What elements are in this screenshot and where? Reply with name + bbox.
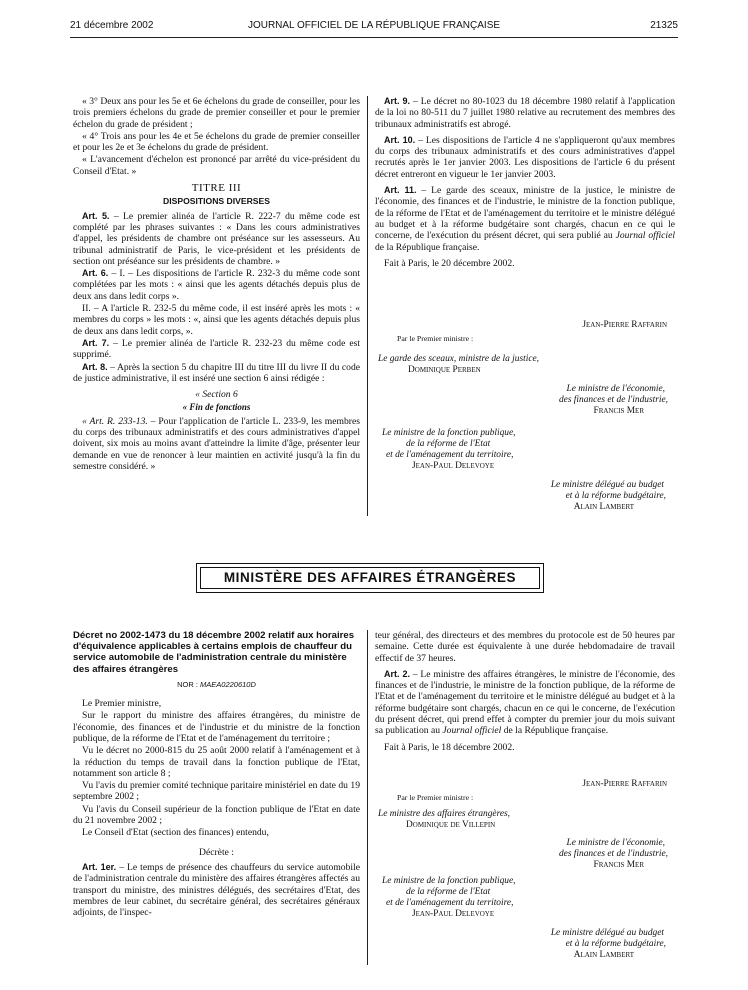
paragraph: Le Conseil d'Etat (section des finances) entendu, <box>82 827 269 839</box>
signature-name: Jean-Pierre Raffarin <box>582 779 667 789</box>
article-text: – Le temps de présence des chauffeurs du service automobile de l'administration centrale du ministère des affaires étrangères affectés au transport du ministre, des ministres délégués, des secrétaires d'Etat, des membres de leur cabinet, du secrétaire général, des secrétaires généraux adjoints, de l'inspec- <box>73 861 360 919</box>
signature-name: Dominique Perben <box>408 365 481 375</box>
article-text: – Après la section 5 du chapitre III du titre III du livre II du code de justice administrative, il est inséré une section 6 ainsi rédigée : <box>73 361 360 384</box>
signature-block-bottom-pm <box>375 779 667 803</box>
par-le-premier-ministre: Par le Premier ministre : <box>397 334 474 343</box>
signature-title: et de l'aménagement du territoire, <box>386 898 514 908</box>
ministry-heading: MINISTÈRE DES AFFAIRES ÉTRANGÈRES <box>200 567 540 589</box>
article-label: Art. 5. <box>82 210 110 221</box>
paragraph: « 3° Deux ans pour les 5e et 6e échelons du grade de conseiller, pour les trois premiers échelons du grade de premier conseiller et pour le premier échelon du grade de président ; <box>73 96 360 130</box>
article-text: – Le garde des sceaux, ministre de la justice, le ministre de l'économie, des finances et de l'industrie, le ministre de la fonction publique, de la réforme de l'Etat et de l'aménagement du territoire et le ministre délégué au budget et à la réforme budgétaire sont chargés, chacun en ce qui le concerne, de l'exécution du présent décret, qui sera publié au <box>375 185 676 242</box>
article-text: – Le premier alinéa de l'article R. 222-7 du même code est complété par les phrases suivantes : « Dans les cours administratives d'appel, les présidents de chambre ont préséance sur les assesseurs. Au tribunal administratif de Paris, le vice-président et les présidents de section ont préséance sur les présidents de chambre. » <box>73 210 360 267</box>
paragraph: II. – A l'article R. 232-5 du même code, il est inséré après les mots : « membres du corps » les mots : «, ainsi que les agents détachés depuis plus de deux ans dans ledit corps, ». <box>73 303 360 337</box>
signature-title: Le ministre de l'économie, <box>566 384 665 394</box>
nor-value: MAEA0220610D <box>200 679 256 689</box>
signature-title: Le ministre délégué au budget <box>550 928 664 938</box>
article-text: – Le premier alinéa de l'article R. 232-23 du même code est supprimé. <box>73 337 361 361</box>
signature-title: et à la réforme budgétaire, <box>565 939 666 949</box>
article-r-233-13 <box>73 416 360 472</box>
header-date: 21 décembre 2002 <box>70 20 154 31</box>
signature-budget <box>470 928 666 961</box>
signature-name: Jean-Paul Delevoye <box>412 909 495 919</box>
fin-heading: « Fin de fonctions <box>182 402 251 413</box>
nor-label: NOR : <box>177 679 201 689</box>
article-6 <box>73 268 360 302</box>
signature-title: de la réforme de l'Etat <box>406 887 491 897</box>
signature-economie <box>378 838 668 871</box>
article-text: – I. – Les dispositions de l'article R. 232-3 du même code sont complétées par les mots : « ainsi que les agents détachés depuis plus de deux ans dans ledit corps ». <box>73 268 360 302</box>
article-2 <box>375 669 675 737</box>
paragraph: Vu l'avis du premier comité technique paritaire ministériel en date du 19 septembre 2002 ; <box>73 780 360 803</box>
column-divider <box>367 96 368 516</box>
article-label: Art. 1er. <box>82 861 117 872</box>
signature-affaires-etrangeres <box>378 809 668 831</box>
top-right-column <box>375 96 675 270</box>
signature-name: Alain Lambert <box>573 950 634 960</box>
decree-title: Décret no 2002-1473 du 18 décembre 2002 relatif aux horaires d'équivalence applicables à certains emplois de chauffeur du service automobile de l'administration centrale du ministère des affaires étrangères <box>73 630 355 675</box>
signature-name: Francis Mer <box>593 860 644 870</box>
article-label: Art. 2. <box>384 668 410 679</box>
header-page-number: 21325 <box>650 20 678 31</box>
signature-fonction-publique <box>378 876 638 920</box>
signature-title: des finances et de l'industrie, <box>558 395 668 405</box>
signature-title: et de l'aménagement du territoire, <box>386 450 514 460</box>
signature-name: Dominique de Villepin <box>406 820 496 830</box>
signature-title: Le ministre de l'économie, <box>566 838 665 848</box>
signature-title: Le ministre délégué au budget <box>550 480 664 490</box>
article-11 <box>375 185 675 253</box>
paragraph: teur général, des directeurs et des membres du protocole est de 50 heures par semaine. Cette durée est équivalente à une durée hebdomadaire de travail effectif de 37 heures. <box>375 630 675 664</box>
article-text: de la République française. <box>375 241 480 253</box>
article-10 <box>375 135 675 180</box>
article-label: Art. 6. <box>82 268 109 279</box>
paragraph: Vu l'avis du Conseil supérieur de la fonction publique de l'Etat en date du 21 novembre 2002 ; <box>73 803 360 827</box>
article-label: Art. 11. <box>384 185 417 196</box>
titre-heading: TITRE III <box>191 182 242 195</box>
dispositions-heading: DISPOSITIONS DIVERSES <box>163 196 270 207</box>
article-9 <box>375 96 675 130</box>
bottom-left-column <box>73 630 360 919</box>
article-8 <box>73 362 360 385</box>
signature-fonction-publique <box>378 428 638 472</box>
signature-name: Alain Lambert <box>573 502 634 512</box>
fait-a-paris: Fait à Paris, le 18 décembre 2002. <box>384 741 515 753</box>
top-left-column <box>73 96 360 473</box>
paragraph: Le Premier ministre, <box>82 698 162 710</box>
article-5 <box>73 211 360 267</box>
par-le-premier-ministre: Par le Premier ministre : <box>397 793 474 802</box>
header-rule <box>70 37 678 38</box>
signature-title: Le ministre des affaires étrangères, <box>378 809 511 819</box>
signature-budget <box>470 480 666 513</box>
signature-title: Le ministre de la fonction publique, <box>382 428 516 438</box>
article-text: – Pour l'application de l'article L. 233-9, les membres du corps des tribunaux administratifs et des cours administratives d'appel doivent, six mois au moins avant d'atteindre la limite d'âge, présenter leur demande en vue de renoncer à leur maintien en activité jusqu'à la fin du semestre considéré. » <box>73 415 360 472</box>
nor-reference <box>73 679 360 690</box>
paragraph: « 4° Trois ans pour les 4e et 5e échelons du grade de premier conseiller et pour les 2e et 3e échelons du grade de président. <box>73 130 360 154</box>
signature-name: Francis Mer <box>593 406 644 416</box>
article-text: – Les dispositions de l'article 4 ne s'appliqueront qu'aux membres du corps des tribunaux administratifs et des cours administratives d'appel recrutés après le 1er janvier 2003. Les dispositions de l'article 6 du présent décret entreront en vigueur le 1er janvier 2003. <box>375 134 675 180</box>
paragraph: Vu le décret no 2000-815 du 25 août 2000 relatif à l'aménagement et à la réduction du temps de travail dans la fonction publique de l'Etat, notamment son article 8 ; <box>73 745 360 779</box>
article-label: Art. 8. <box>82 361 108 372</box>
signature-name: Jean-Pierre Raffarin <box>582 320 667 330</box>
article-text: – Le ministre des affaires étrangères, le ministre de l'économie, des finances et de l'industrie, le ministre de la fonction publique, de la réforme de l'Etat et de l'aménagement du territoire et le ministre délégué au budget et à la réforme budgétaire sont chargés, chacun en ce qui le concerne, de l'exécution du présent décret, qui prend effet à compter du premier jour du mois suivant sa publication au <box>375 668 675 737</box>
article-text: de la République française. <box>501 725 609 737</box>
article-label: Art. 7. <box>82 337 110 348</box>
decrete: Décrète : <box>199 846 234 858</box>
signature-title: Le garde des sceaux, ministre de la justice, <box>378 354 539 364</box>
section-heading: « Section 6 <box>195 389 238 401</box>
article-label: « Art. R. 233-13. <box>82 415 148 427</box>
article-7 <box>73 338 360 361</box>
signature-garde-des-sceaux <box>378 354 668 376</box>
signature-title: et à la réforme budgétaire, <box>565 491 666 501</box>
signature-title: de la réforme de l'Etat <box>406 439 491 449</box>
signature-title: des finances et de l'industrie, <box>558 849 668 859</box>
paragraph: Sur le rapport du ministre des affaires étrangères, du ministre de l'économie, des finances et de l'industrie et du ministre de la fonction publique, de la réforme de l'Etat et de l'aménagement du territoire ; <box>73 710 360 744</box>
page-header <box>70 20 678 34</box>
fait-a-paris: Fait à Paris, le 20 décembre 2002. <box>384 257 515 269</box>
signature-name: Jean-Paul Delevoye <box>412 461 495 471</box>
article-label: Art. 9. <box>384 96 411 106</box>
article-label: Art. 10. <box>384 134 416 145</box>
signature-economie <box>378 384 668 417</box>
journal-officiel-italic: Journal officiel <box>615 230 675 242</box>
column-divider <box>367 630 368 965</box>
article-1 <box>73 862 360 918</box>
journal-officiel-italic: Journal officiel <box>442 725 502 737</box>
bottom-right-column <box>375 630 675 754</box>
signature-block-top-pm <box>375 320 667 344</box>
header-journal-title: JOURNAL OFFICIEL DE LA RÉPUBLIQUE FRANÇAISE <box>247 20 501 31</box>
paragraph: « L'avancement d'échelon est prononcé par arrêté du vice-président du Conseil d'Etat. » <box>73 154 360 177</box>
article-text: – Le décret no 80-1023 du 18 décembre 1980 relatif à l'application de la loi no 80-511 du 7 juillet 1980 relative au recrutement des membres des tribunaux administratifs est abrogé. <box>375 96 675 130</box>
signature-title: Le ministre de la fonction publique, <box>382 876 516 886</box>
